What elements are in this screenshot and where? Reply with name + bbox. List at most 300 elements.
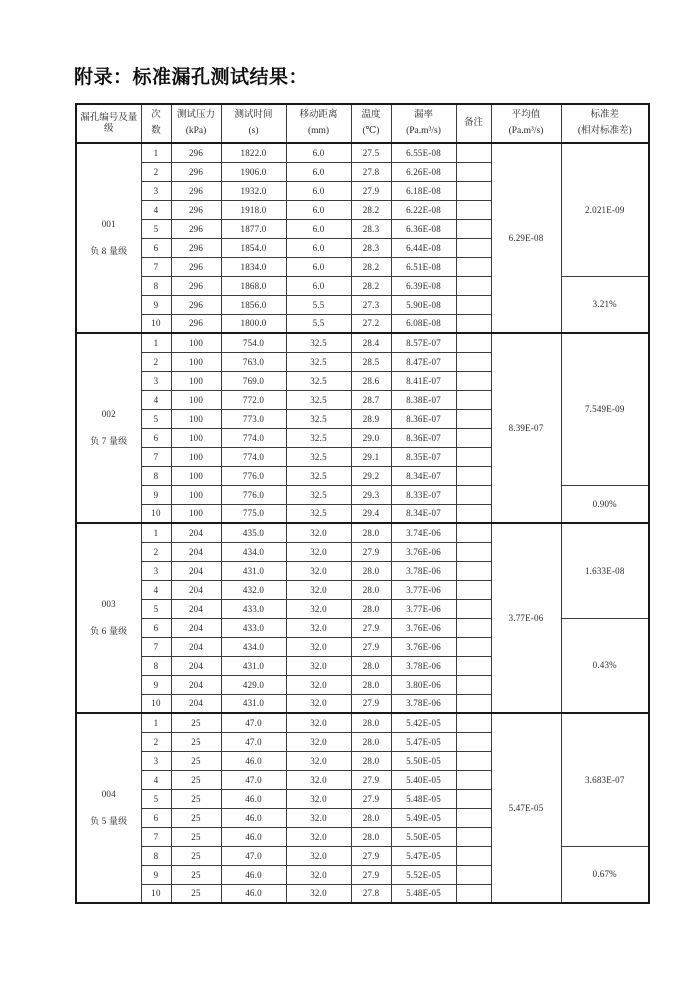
cell-distance: 32.0 bbox=[286, 637, 351, 656]
cell-remark bbox=[456, 390, 491, 409]
cell-trial-no: 5 bbox=[141, 599, 171, 618]
page-title: 附录：标准漏孔测试结果： bbox=[74, 67, 309, 88]
cell-pressure: 204 bbox=[171, 542, 221, 561]
col-header-distance-label: 移动距离 bbox=[299, 110, 338, 121]
cell-trial-no: 2 bbox=[141, 542, 171, 561]
cell-leak-rate: 6.18E-08 bbox=[391, 181, 456, 200]
cell-average: 3.77E-06 bbox=[491, 523, 561, 713]
cell-trial-no: 1 bbox=[141, 143, 171, 162]
cell-trial-no: 10 bbox=[141, 314, 171, 333]
cell-leak-rate: 6.08E-08 bbox=[391, 314, 456, 333]
cell-leak-rate: 3.78E-06 bbox=[391, 561, 456, 580]
cell-leak-rate: 5.50E-05 bbox=[391, 827, 456, 846]
cell-std-dev: 7.549E-09 bbox=[561, 333, 649, 485]
col-header-temperature-label: 温度 bbox=[361, 110, 381, 121]
cell-rel-std-dev: 0.67% bbox=[561, 846, 649, 903]
leak-group-id: 001 bbox=[101, 219, 116, 229]
cell-remark bbox=[456, 732, 491, 751]
cell-remark bbox=[456, 808, 491, 827]
col-header-std-dev-unit: (相对标准差) bbox=[577, 126, 632, 136]
col-header-average bbox=[491, 104, 561, 143]
cell-temperature: 28.5 bbox=[351, 352, 391, 371]
cell-temperature: 29.2 bbox=[351, 466, 391, 485]
cell-remark bbox=[456, 371, 491, 390]
cell-trial-no: 1 bbox=[141, 523, 171, 542]
cell-leak-rate: 3.76E-06 bbox=[391, 637, 456, 656]
cell-trial-no: 6 bbox=[141, 238, 171, 257]
cell-pressure: 296 bbox=[171, 314, 221, 333]
cell-remark bbox=[456, 713, 491, 732]
cell-trial-no: 8 bbox=[141, 276, 171, 295]
cell-temperature: 27.9 bbox=[351, 789, 391, 808]
cell-time: 773.0 bbox=[221, 409, 286, 428]
cell-remark bbox=[456, 409, 491, 428]
cell-time: 47.0 bbox=[221, 732, 286, 751]
cell-time: 434.0 bbox=[221, 542, 286, 561]
cell-remark bbox=[456, 504, 491, 523]
cell-average: 5.47E-05 bbox=[491, 713, 561, 903]
cell-temperature: 28.0 bbox=[351, 827, 391, 846]
cell-remark bbox=[456, 561, 491, 580]
cell-temperature: 28.0 bbox=[351, 675, 391, 694]
cell-pressure: 204 bbox=[171, 694, 221, 713]
cell-trial-no: 8 bbox=[141, 656, 171, 675]
leak-group-id: 004 bbox=[101, 789, 116, 799]
cell-pressure: 25 bbox=[171, 865, 221, 884]
cell-temperature: 28.4 bbox=[351, 333, 391, 352]
cell-pressure: 100 bbox=[171, 371, 221, 390]
cell-pressure: 204 bbox=[171, 656, 221, 675]
cell-pressure: 100 bbox=[171, 390, 221, 409]
cell-leak-rate: 8.57E-07 bbox=[391, 333, 456, 352]
cell-distance: 32.0 bbox=[286, 865, 351, 884]
cell-time: 47.0 bbox=[221, 846, 286, 865]
cell-rel-std-dev: 0.43% bbox=[561, 618, 649, 713]
cell-remark bbox=[456, 295, 491, 314]
cell-leak-rate: 3.77E-06 bbox=[391, 599, 456, 618]
leak-group-magnitude: 负 7 量级 bbox=[90, 436, 128, 446]
cell-distance: 32.0 bbox=[286, 599, 351, 618]
cell-pressure: 25 bbox=[171, 770, 221, 789]
cell-time: 1854.0 bbox=[221, 238, 286, 257]
cell-remark bbox=[456, 580, 491, 599]
cell-time: 431.0 bbox=[221, 656, 286, 675]
cell-trial-no: 5 bbox=[141, 789, 171, 808]
cell-distance: 6.0 bbox=[286, 219, 351, 238]
cell-trial-no: 10 bbox=[141, 694, 171, 713]
cell-temperature: 27.9 bbox=[351, 846, 391, 865]
cell-pressure: 25 bbox=[171, 789, 221, 808]
cell-leak-rate: 5.49E-05 bbox=[391, 808, 456, 827]
cell-time: 46.0 bbox=[221, 865, 286, 884]
cell-pressure: 25 bbox=[171, 808, 221, 827]
cell-time: 46.0 bbox=[221, 884, 286, 903]
col-header-distance-unit: (mm) bbox=[307, 126, 330, 136]
cell-pressure: 296 bbox=[171, 162, 221, 181]
cell-distance: 32.5 bbox=[286, 333, 351, 352]
cell-pressure: 100 bbox=[171, 485, 221, 504]
cell-pressure: 100 bbox=[171, 428, 221, 447]
cell-distance: 6.0 bbox=[286, 200, 351, 219]
cell-remark bbox=[456, 447, 491, 466]
cell-remark bbox=[456, 751, 491, 770]
cell-trial-no: 8 bbox=[141, 846, 171, 865]
cell-pressure: 204 bbox=[171, 561, 221, 580]
cell-distance: 32.5 bbox=[286, 485, 351, 504]
cell-temperature: 28.6 bbox=[351, 371, 391, 390]
table-header bbox=[76, 104, 649, 143]
cell-leak-rate: 6.44E-08 bbox=[391, 238, 456, 257]
cell-remark bbox=[456, 162, 491, 181]
cell-distance: 32.5 bbox=[286, 504, 351, 523]
cell-trial-no: 6 bbox=[141, 618, 171, 637]
cell-time: 769.0 bbox=[221, 371, 286, 390]
col-header-std-dev bbox=[561, 104, 649, 143]
cell-time: 46.0 bbox=[221, 789, 286, 808]
cell-time: 1822.0 bbox=[221, 143, 286, 162]
cell-std-dev: 1.633E-08 bbox=[561, 523, 649, 618]
cell-average: 8.39E-07 bbox=[491, 333, 561, 523]
cell-leak-rate: 8.36E-07 bbox=[391, 428, 456, 447]
cell-trial-no: 7 bbox=[141, 257, 171, 276]
cell-distance: 32.0 bbox=[286, 846, 351, 865]
col-header-leak-rate-label: 漏率 bbox=[413, 110, 433, 121]
cell-time: 1918.0 bbox=[221, 200, 286, 219]
cell-remark bbox=[456, 219, 491, 238]
cell-remark bbox=[456, 352, 491, 371]
cell-remark bbox=[456, 675, 491, 694]
cell-temperature: 27.3 bbox=[351, 295, 391, 314]
cell-rel-std-dev: 0.90% bbox=[561, 485, 649, 523]
cell-remark bbox=[456, 257, 491, 276]
cell-time: 429.0 bbox=[221, 675, 286, 694]
cell-temperature: 28.3 bbox=[351, 219, 391, 238]
cell-temperature: 28.2 bbox=[351, 200, 391, 219]
leak-group-label bbox=[76, 143, 141, 333]
cell-distance: 32.0 bbox=[286, 580, 351, 599]
cell-temperature: 27.9 bbox=[351, 181, 391, 200]
cell-leak-rate: 5.52E-05 bbox=[391, 865, 456, 884]
cell-time: 774.0 bbox=[221, 428, 286, 447]
cell-pressure: 25 bbox=[171, 846, 221, 865]
cell-leak-rate: 8.41E-07 bbox=[391, 371, 456, 390]
leak-group-label bbox=[76, 523, 141, 713]
cell-leak-rate: 5.47E-05 bbox=[391, 846, 456, 865]
cell-temperature: 28.2 bbox=[351, 276, 391, 295]
cell-temperature: 27.8 bbox=[351, 884, 391, 903]
cell-pressure: 100 bbox=[171, 352, 221, 371]
cell-pressure: 100 bbox=[171, 409, 221, 428]
cell-pressure: 25 bbox=[171, 884, 221, 903]
cell-distance: 32.0 bbox=[286, 751, 351, 770]
cell-temperature: 28.0 bbox=[351, 656, 391, 675]
cell-leak-rate: 6.55E-08 bbox=[391, 143, 456, 162]
cell-distance: 32.0 bbox=[286, 656, 351, 675]
cell-time: 776.0 bbox=[221, 485, 286, 504]
cell-distance: 32.5 bbox=[286, 409, 351, 428]
cell-trial-no: 4 bbox=[141, 200, 171, 219]
cell-temperature: 28.0 bbox=[351, 751, 391, 770]
cell-temperature: 28.0 bbox=[351, 732, 391, 751]
cell-remark bbox=[456, 770, 491, 789]
cell-time: 754.0 bbox=[221, 333, 286, 352]
cell-pressure: 296 bbox=[171, 257, 221, 276]
cell-temperature: 28.3 bbox=[351, 238, 391, 257]
cell-remark bbox=[456, 276, 491, 295]
cell-remark bbox=[456, 789, 491, 808]
cell-leak-rate: 5.47E-05 bbox=[391, 732, 456, 751]
cell-trial-no: 6 bbox=[141, 428, 171, 447]
cell-distance: 6.0 bbox=[286, 238, 351, 257]
cell-trial-no: 3 bbox=[141, 561, 171, 580]
col-header-remark bbox=[456, 104, 491, 143]
cell-std-dev: 3.683E-07 bbox=[561, 713, 649, 846]
cell-leak-rate: 8.34E-07 bbox=[391, 466, 456, 485]
cell-pressure: 296 bbox=[171, 181, 221, 200]
cell-leak-rate: 5.90E-08 bbox=[391, 295, 456, 314]
cell-time: 433.0 bbox=[221, 618, 286, 637]
col-header-leak-id bbox=[76, 104, 141, 143]
cell-remark bbox=[456, 333, 491, 352]
cell-temperature: 27.9 bbox=[351, 618, 391, 637]
cell-temperature: 29.0 bbox=[351, 428, 391, 447]
cell-distance: 6.0 bbox=[286, 257, 351, 276]
cell-distance: 32.0 bbox=[286, 523, 351, 542]
cell-pressure: 296 bbox=[171, 143, 221, 162]
cell-leak-rate: 8.47E-07 bbox=[391, 352, 456, 371]
col-header-time bbox=[221, 104, 286, 143]
cell-pressure: 100 bbox=[171, 333, 221, 352]
cell-temperature: 28.0 bbox=[351, 599, 391, 618]
cell-remark bbox=[456, 542, 491, 561]
cell-remark bbox=[456, 599, 491, 618]
cell-leak-rate: 3.76E-06 bbox=[391, 618, 456, 637]
cell-time: 432.0 bbox=[221, 580, 286, 599]
cell-time: 47.0 bbox=[221, 713, 286, 732]
cell-pressure: 204 bbox=[171, 599, 221, 618]
leak-group-id: 002 bbox=[101, 409, 116, 419]
cell-time: 1877.0 bbox=[221, 219, 286, 238]
cell-pressure: 204 bbox=[171, 523, 221, 542]
cell-leak-rate: 6.39E-08 bbox=[391, 276, 456, 295]
cell-temperature: 27.8 bbox=[351, 162, 391, 181]
cell-distance: 32.5 bbox=[286, 466, 351, 485]
cell-trial-no: 9 bbox=[141, 865, 171, 884]
leak-group-label bbox=[76, 713, 141, 903]
cell-leak-rate: 3.76E-06 bbox=[391, 542, 456, 561]
cell-leak-rate: 5.48E-05 bbox=[391, 884, 456, 903]
cell-leak-rate: 8.33E-07 bbox=[391, 485, 456, 504]
cell-leak-rate: 8.38E-07 bbox=[391, 390, 456, 409]
cell-rel-std-dev: 3.21% bbox=[561, 276, 649, 333]
cell-temperature: 28.9 bbox=[351, 409, 391, 428]
cell-remark bbox=[456, 884, 491, 903]
cell-time: 774.0 bbox=[221, 447, 286, 466]
cell-pressure: 296 bbox=[171, 276, 221, 295]
cell-remark bbox=[456, 143, 491, 162]
cell-leak-rate: 5.50E-05 bbox=[391, 751, 456, 770]
cell-remark bbox=[456, 466, 491, 485]
leak-group-label bbox=[76, 333, 141, 523]
cell-temperature: 28.2 bbox=[351, 257, 391, 276]
col-header-distance bbox=[286, 104, 351, 143]
cell-temperature: 27.9 bbox=[351, 694, 391, 713]
cell-distance: 5.5 bbox=[286, 295, 351, 314]
cell-leak-rate: 5.42E-05 bbox=[391, 713, 456, 732]
cell-distance: 32.5 bbox=[286, 390, 351, 409]
cell-trial-no: 7 bbox=[141, 637, 171, 656]
cell-time: 1856.0 bbox=[221, 295, 286, 314]
cell-temperature: 27.9 bbox=[351, 865, 391, 884]
cell-time: 776.0 bbox=[221, 466, 286, 485]
col-header-remark-label: 备注 bbox=[463, 118, 483, 129]
cell-distance: 32.5 bbox=[286, 371, 351, 390]
cell-leak-rate: 6.36E-08 bbox=[391, 219, 456, 238]
cell-trial-no: 9 bbox=[141, 485, 171, 504]
cell-pressure: 25 bbox=[171, 827, 221, 846]
cell-distance: 6.0 bbox=[286, 181, 351, 200]
cell-distance: 32.0 bbox=[286, 789, 351, 808]
cell-remark bbox=[456, 314, 491, 333]
cell-distance: 32.0 bbox=[286, 884, 351, 903]
cell-leak-rate: 3.78E-06 bbox=[391, 694, 456, 713]
cell-remark bbox=[456, 200, 491, 219]
cell-distance: 32.0 bbox=[286, 827, 351, 846]
col-header-std-dev-label: 标准差 bbox=[590, 110, 619, 121]
cell-leak-rate: 8.34E-07 bbox=[391, 504, 456, 523]
cell-leak-rate: 3.80E-06 bbox=[391, 675, 456, 694]
cell-pressure: 100 bbox=[171, 504, 221, 523]
cell-trial-no: 1 bbox=[141, 333, 171, 352]
cell-remark bbox=[456, 827, 491, 846]
cell-temperature: 27.2 bbox=[351, 314, 391, 333]
cell-distance: 32.0 bbox=[286, 618, 351, 637]
leak-group-id: 003 bbox=[101, 599, 116, 609]
cell-distance: 6.0 bbox=[286, 143, 351, 162]
cell-time: 46.0 bbox=[221, 751, 286, 770]
cell-temperature: 27.9 bbox=[351, 637, 391, 656]
cell-time: 47.0 bbox=[221, 770, 286, 789]
cell-trial-no: 3 bbox=[141, 751, 171, 770]
cell-trial-no: 4 bbox=[141, 770, 171, 789]
cell-pressure: 25 bbox=[171, 732, 221, 751]
cell-pressure: 204 bbox=[171, 675, 221, 694]
col-header-average-unit: (Pa.m³/s) bbox=[508, 126, 544, 136]
cell-pressure: 204 bbox=[171, 580, 221, 599]
cell-pressure: 296 bbox=[171, 200, 221, 219]
cell-time: 434.0 bbox=[221, 637, 286, 656]
cell-temperature: 28.0 bbox=[351, 561, 391, 580]
cell-remark bbox=[456, 694, 491, 713]
cell-time: 1834.0 bbox=[221, 257, 286, 276]
cell-trial-no: 7 bbox=[141, 827, 171, 846]
cell-temperature: 28.7 bbox=[351, 390, 391, 409]
cell-temperature: 27.5 bbox=[351, 143, 391, 162]
cell-pressure: 25 bbox=[171, 751, 221, 770]
cell-time: 772.0 bbox=[221, 390, 286, 409]
cell-distance: 6.0 bbox=[286, 276, 351, 295]
cell-leak-rate: 3.74E-06 bbox=[391, 523, 456, 542]
cell-remark bbox=[456, 637, 491, 656]
cell-distance: 32.0 bbox=[286, 675, 351, 694]
cell-time: 46.0 bbox=[221, 827, 286, 846]
cell-distance: 32.5 bbox=[286, 352, 351, 371]
col-header-trial-no-label: 次数 bbox=[151, 110, 161, 136]
cell-leak-rate: 6.26E-08 bbox=[391, 162, 456, 181]
cell-trial-no: 5 bbox=[141, 219, 171, 238]
cell-trial-no: 10 bbox=[141, 504, 171, 523]
cell-time: 435.0 bbox=[221, 523, 286, 542]
cell-temperature: 27.9 bbox=[351, 770, 391, 789]
cell-time: 433.0 bbox=[221, 599, 286, 618]
cell-distance: 32.0 bbox=[286, 694, 351, 713]
cell-time: 46.0 bbox=[221, 808, 286, 827]
cell-distance: 32.5 bbox=[286, 447, 351, 466]
col-header-temperature bbox=[351, 104, 391, 143]
col-header-leak-id-label: 漏孔编号及量级 bbox=[80, 112, 138, 134]
cell-remark bbox=[456, 485, 491, 504]
cell-remark bbox=[456, 656, 491, 675]
leak-group-magnitude: 负 5 量级 bbox=[90, 816, 128, 826]
cell-trial-no: 4 bbox=[141, 580, 171, 599]
cell-leak-rate: 5.40E-05 bbox=[391, 770, 456, 789]
col-header-pressure bbox=[171, 104, 221, 143]
cell-time: 431.0 bbox=[221, 561, 286, 580]
cell-remark bbox=[456, 181, 491, 200]
leak-group-magnitude: 负 8 量级 bbox=[90, 246, 128, 256]
cell-remark bbox=[456, 523, 491, 542]
cell-leak-rate: 3.77E-06 bbox=[391, 580, 456, 599]
cell-trial-no: 2 bbox=[141, 352, 171, 371]
cell-remark bbox=[456, 618, 491, 637]
cell-remark bbox=[456, 865, 491, 884]
cell-temperature: 27.9 bbox=[351, 542, 391, 561]
cell-time: 1800.0 bbox=[221, 314, 286, 333]
cell-trial-no: 2 bbox=[141, 162, 171, 181]
cell-trial-no: 9 bbox=[141, 675, 171, 694]
table-body bbox=[76, 143, 649, 903]
col-header-leak-rate-unit: (Pa.m³/s) bbox=[406, 126, 441, 136]
cell-trial-no: 6 bbox=[141, 808, 171, 827]
cell-remark bbox=[456, 428, 491, 447]
leak-group-magnitude: 负 6 量级 bbox=[90, 626, 128, 636]
cell-trial-no: 4 bbox=[141, 390, 171, 409]
cell-remark bbox=[456, 846, 491, 865]
cell-time: 431.0 bbox=[221, 694, 286, 713]
cell-time: 1932.0 bbox=[221, 181, 286, 200]
cell-temperature: 28.0 bbox=[351, 580, 391, 599]
col-header-average-label: 平均值 bbox=[511, 110, 541, 121]
cell-time: 1906.0 bbox=[221, 162, 286, 181]
col-header-temperature-unit: (℃) bbox=[362, 126, 380, 136]
cell-trial-no: 3 bbox=[141, 181, 171, 200]
cell-distance: 32.0 bbox=[286, 561, 351, 580]
cell-distance: 32.0 bbox=[286, 770, 351, 789]
cell-pressure: 296 bbox=[171, 219, 221, 238]
cell-distance: 32.0 bbox=[286, 713, 351, 732]
cell-leak-rate: 8.35E-07 bbox=[391, 447, 456, 466]
col-header-leak-rate bbox=[391, 104, 456, 143]
cell-leak-rate: 6.51E-08 bbox=[391, 257, 456, 276]
cell-trial-no: 5 bbox=[141, 409, 171, 428]
cell-pressure: 204 bbox=[171, 637, 221, 656]
cell-pressure: 100 bbox=[171, 447, 221, 466]
cell-remark bbox=[456, 238, 491, 257]
col-header-trial-no bbox=[141, 104, 171, 143]
cell-trial-no: 8 bbox=[141, 466, 171, 485]
cell-distance: 32.0 bbox=[286, 542, 351, 561]
cell-pressure: 296 bbox=[171, 295, 221, 314]
